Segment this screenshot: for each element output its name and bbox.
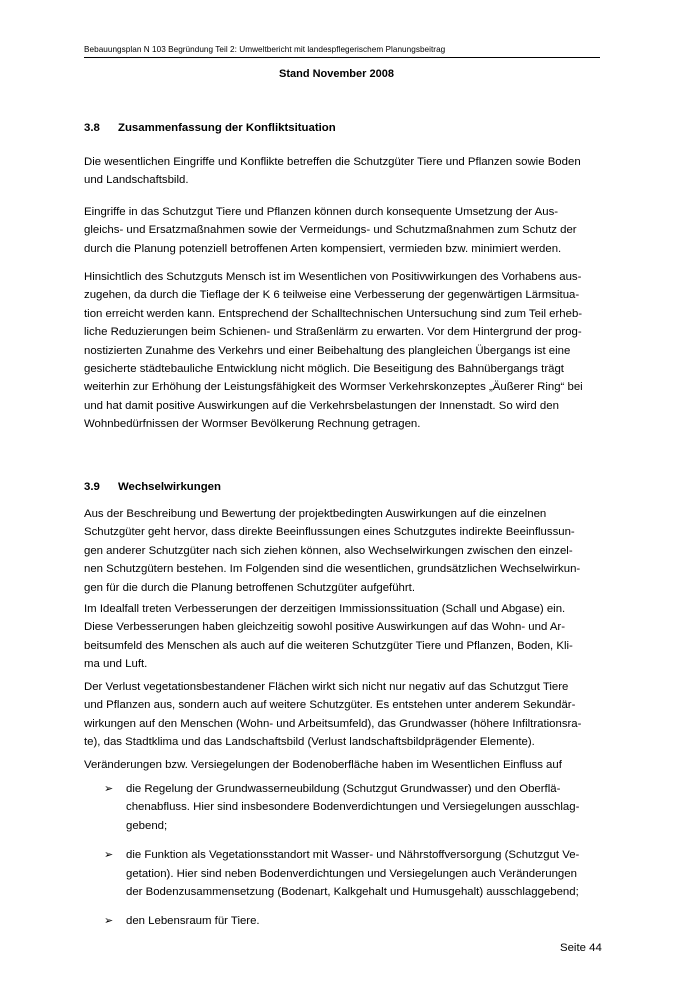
section-title: Wechselwirkungen: [118, 481, 221, 493]
text-line: gen anderer Schutzgüter nach sich ziehen können, also Wechselwirkungen zwischen den einzel-: [84, 544, 573, 557]
list-item: [104, 780, 604, 835]
paragraph: [84, 268, 604, 434]
paragraph: [84, 756, 604, 774]
bullet-list: [104, 780, 604, 942]
page-number: Seite 44: [560, 942, 602, 954]
text-line: nostizierten Zunahme des Verkehrs und einer Beibehaltung des plangleichen Übergangs ist eine: [84, 344, 571, 357]
text-line: getation). Hier sind neben Bodenverdichtungen und Versiegelungen auch Veränderungen: [126, 867, 577, 880]
running-header: Bebauungsplan N 103 Begründung Teil 2: Umweltbericht mit landespflegerischem Planungsbeitrag: [84, 45, 600, 58]
text-line: Die wesentlichen Eingriffe und Konflikte betreffen die Schutzgüter Tiere und Pflanzen sowie Boden: [84, 156, 581, 168]
text-line: Veränderungen bzw. Versiegelungen der Bodenoberfläche haben im Wesentlichen Einfluss auf: [84, 759, 562, 771]
text-line: Schutzgüter geht hervor, dass direkte Beeinflussungen eines Schutzgutes indirekte Beeinflussun-: [84, 526, 575, 539]
text-line: liche Reduzierungen beim Schienen- und Straßenlärm zu erwarten. Vor dem Hintergrund der prog-: [84, 326, 582, 339]
text-line: gebend;: [126, 819, 168, 832]
text-line: gesicherte städtebauliche Entwicklung nicht möglich. Die Beseitigung des Bahnübergangs trägt: [84, 363, 564, 376]
text-line: und Landschaftsbild.: [84, 174, 189, 187]
text-line: te), das Stadtklima und das Landschaftsbild (Verlust landschaftsbildprägender Elemente).: [84, 736, 535, 749]
text-line: Wohnbedürfnissen der Wormser Bevölkerung Rechnung getragen.: [84, 418, 421, 431]
text-line: Hinsichtlich des Schutzguts Mensch ist im Wesentlichen von Positivwirkungen des Vorhabens aus-: [84, 271, 582, 283]
section-number: 3.8: [84, 122, 100, 134]
text-line: gleichs- und Ersatzmaßnahmen sowie der Vermeidungs- und Schutzmaßnahmen zum Schutz der: [84, 224, 577, 237]
text-line: den Lebensraum für Tiere.: [126, 915, 260, 928]
arrow-bullet-icon: ➢: [104, 783, 114, 795]
text-line: die Regelung der Grundwasserneubildung (Schutzgut Grundwasser) und den Oberflä-: [126, 783, 561, 795]
section-title: Zusammenfassung der Konfliktsituation: [118, 122, 336, 134]
text-line: zugehen, da durch die Tieflage der K 6 teilweise eine Verbesserung der gegenwärtigen Lärmsitua-: [84, 289, 580, 302]
text-line: nen Schutzgütern bestehen. Im Folgenden sind die wesentlichen, grundsätzlichen Wechselwirkun-: [84, 563, 581, 576]
text-line: die Funktion als Vegetationsstandort mit Wasser- und Nährstoffversorgung (Schutzgut Ve-: [126, 849, 580, 862]
text-line: und Pflanzen aus, sondern auch auf weitere Schutzgüter. Es entstehen unter anderem Sekundär-: [84, 699, 576, 712]
list-item: [104, 846, 604, 901]
text-line: Im Idealfall treten Verbesserungen der derzeitigen Immissionssituation (Schall und Abgase) ein.: [84, 603, 566, 615]
text-line: Eingriffe in das Schutzgut Tiere und Pflanzen können durch konsequente Umsetzung der Aus-: [84, 206, 559, 218]
text-line: Der Verlust vegetationsbestandener Flächen wirkt sich nicht nur negativ auf das Schutzgut Tiere: [84, 681, 569, 693]
text-line: chenabfluss. Hier sind insbesondere Bodenverdichtungen und Versiegelungen ausschlag-: [126, 801, 580, 814]
text-line: Diese Verbesserungen haben gleichzeitig sowohl positive Auswirkungen auf das Wohn- und Ar-: [84, 621, 566, 634]
paragraph: [84, 505, 604, 597]
text-line: tion erreicht werden kann. Entsprechend der Schalltechnischen Untersuchung sind zum Teil erheb-: [84, 307, 583, 320]
text-line: weiterhin zur Erhöhung der Leistungsfähigkeit des Wormser Verkehrskonzeptes „Äußerer Ring“ bei: [84, 381, 583, 394]
section-number: 3.9: [84, 481, 100, 493]
paragraph: [84, 600, 604, 674]
text-line: beitsumfeld des Menschen als auch auf die weiteren Schutzgüter Tiere und Pflanzen, Boden, Kli-: [84, 639, 573, 652]
list-item: [104, 912, 604, 930]
section-heading-3-8: [84, 122, 336, 134]
paragraph: [84, 203, 604, 258]
paragraph: [84, 678, 604, 752]
text-line: gen für die durch die Planung betroffenen Schutzgüter aufgeführt.: [84, 581, 415, 594]
text-line: der Bodenzusammensetzung (Bodenart, Kalkgehalt und Humusgehalt) ausschlaggebend;: [126, 886, 579, 899]
arrow-bullet-icon: ➢: [104, 915, 114, 928]
text-line: Aus der Beschreibung und Bewertung der projektbedingten Auswirkungen auf die einzelnen: [84, 508, 547, 520]
text-line: und hat damit positive Auswirkungen auf die Verkehrsbelastungen der Innenstadt. So wird den: [84, 399, 559, 412]
text-line: wirkungen auf den Menschen (Wohn- und Arbeitsumfeld), das Grundwasser (höhere Infiltrationsra-: [84, 717, 582, 730]
section-heading-3-9: [84, 481, 221, 493]
paragraph: [84, 153, 604, 190]
text-line: durch die Planung potenziell betroffenen Arten kompensiert, vermieden bzw. minimiert werden.: [84, 242, 562, 255]
arrow-bullet-icon: ➢: [104, 849, 114, 862]
stand-date: Stand November 2008: [279, 68, 394, 80]
text-line: ma und Luft.: [84, 658, 148, 671]
